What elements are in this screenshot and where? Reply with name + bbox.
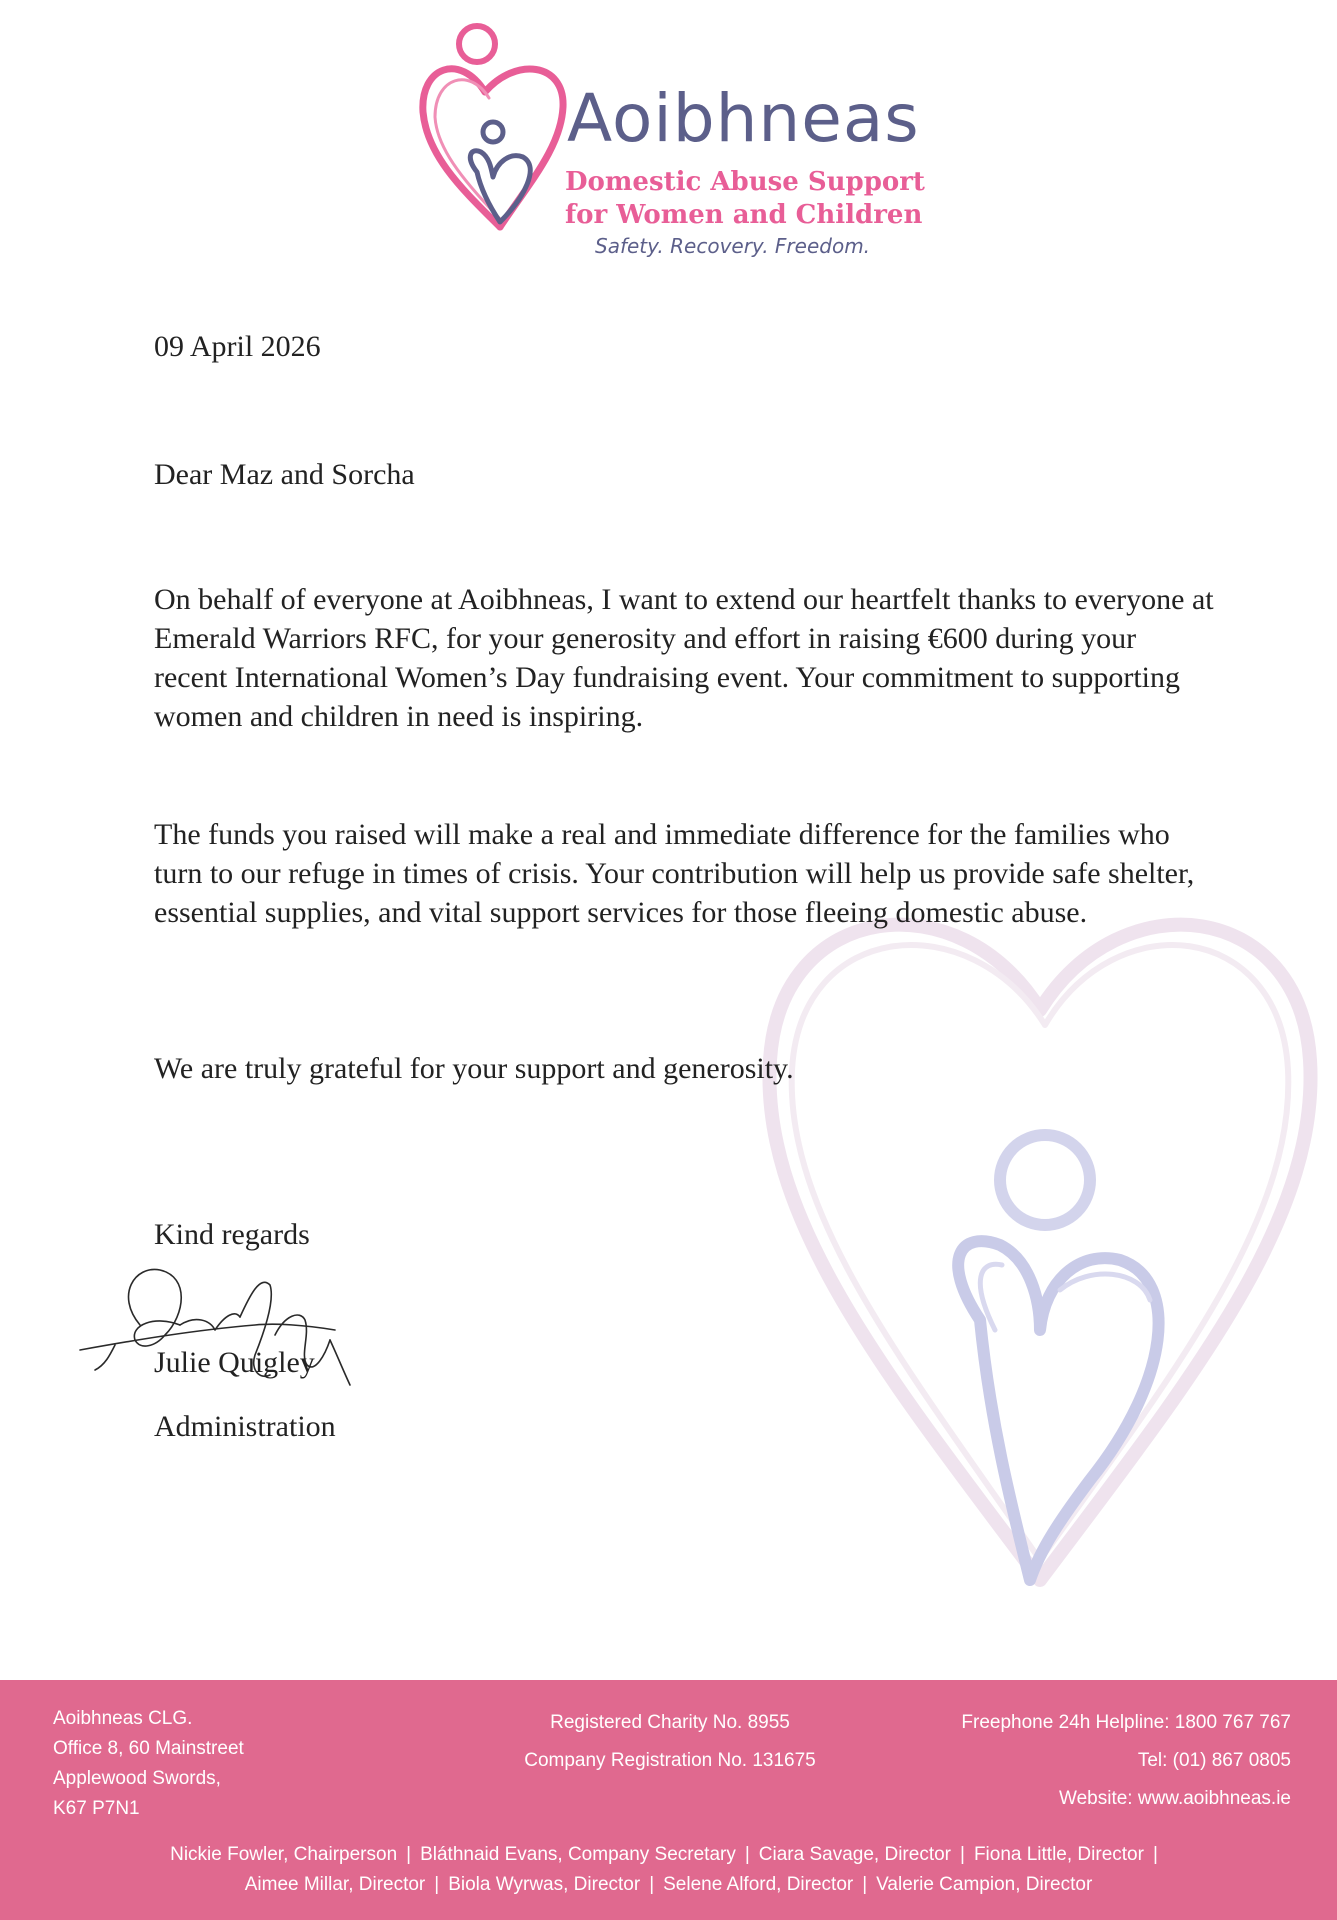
separator: | (862, 1874, 868, 1895)
directors-row (0, 1870, 1337, 1900)
website: Website: www.aoibhneas.ie (1059, 1788, 1291, 1809)
letter-closing: Kind regards (154, 1218, 310, 1251)
footer-registration (470, 1704, 870, 1780)
separator: | (649, 1874, 655, 1895)
directors-row (0, 1840, 1337, 1870)
letter-paragraph: We are truly grateful for your support and generosity. (154, 1052, 794, 1085)
org-motto: Safety. Recovery. Freedom. (595, 234, 871, 258)
letterhead-footer (0, 1680, 1337, 1920)
address-line: Aoibhneas CLG. (53, 1708, 193, 1729)
signatory-name: Julie Quigley (154, 1346, 315, 1379)
letterhead-logo (415, 22, 955, 258)
address-line: Office 8, 60 Mainstreet (53, 1738, 244, 1759)
director-name: Fiona Little, Director (973, 1844, 1144, 1865)
org-name: Aoibhneas (567, 80, 920, 157)
org-tagline-line2: for Women and Children (565, 200, 923, 230)
org-tagline-line1: Domestic Abuse Support (565, 167, 925, 197)
director-name: Ciara Savage, Director (758, 1844, 951, 1865)
company-registration: Company Registration No. 131675 (524, 1750, 816, 1771)
director-name: Nickie Fowler, Chairperson (170, 1844, 398, 1865)
footer-contact (961, 1704, 1291, 1818)
separator: | (960, 1844, 965, 1865)
letter-paragraph: The funds you raised will make a real and immediate difference for the families who turn to our refuge in times of crisis. Your contribution will help us provide safe shelter, essential supplies, and vital support services for those fleeing domestic abuse. (154, 818, 1195, 929)
director-name: Biola Wyrwas, Director (448, 1874, 641, 1895)
charity-number: Registered Charity No. 8955 (550, 1712, 790, 1733)
director-name: Bláthnaid Evans, Company Secretary (420, 1844, 736, 1865)
telephone: Tel: (01) 867 0805 (1137, 1750, 1291, 1771)
footer-directors (0, 1840, 1337, 1900)
signatory-title: Administration (154, 1410, 336, 1443)
address-line: Applewood Swords, (53, 1768, 221, 1789)
address-line: K67 P7N1 (53, 1798, 140, 1819)
director-name: Selene Alford, Director (663, 1874, 854, 1895)
separator: | (1152, 1844, 1158, 1865)
separator: | (744, 1844, 750, 1865)
logo-heart-icon (415, 22, 575, 232)
helpline: Freephone 24h Helpline: 1800 767 767 (961, 1712, 1291, 1733)
letter-paragraph: On behalf of everyone at Aoibhneas, I want to extend our heartfelt thanks to everyone at Emerald Warriors RFC, for your generosity and effort in raising €600 during your recent International Women’s Day fundraising event. Your commitment to supporting women and children in need is inspiring. (154, 583, 1214, 733)
director-name: Aimee Millar, Director (244, 1874, 426, 1895)
footer-address (53, 1704, 244, 1824)
letter-date: 09 April 2026 (154, 330, 321, 363)
separator: | (434, 1874, 440, 1895)
letter-salutation: Dear Maz and Sorcha (154, 458, 415, 491)
director-name: Valerie Campion, Director (876, 1874, 1093, 1895)
separator: | (406, 1844, 412, 1865)
